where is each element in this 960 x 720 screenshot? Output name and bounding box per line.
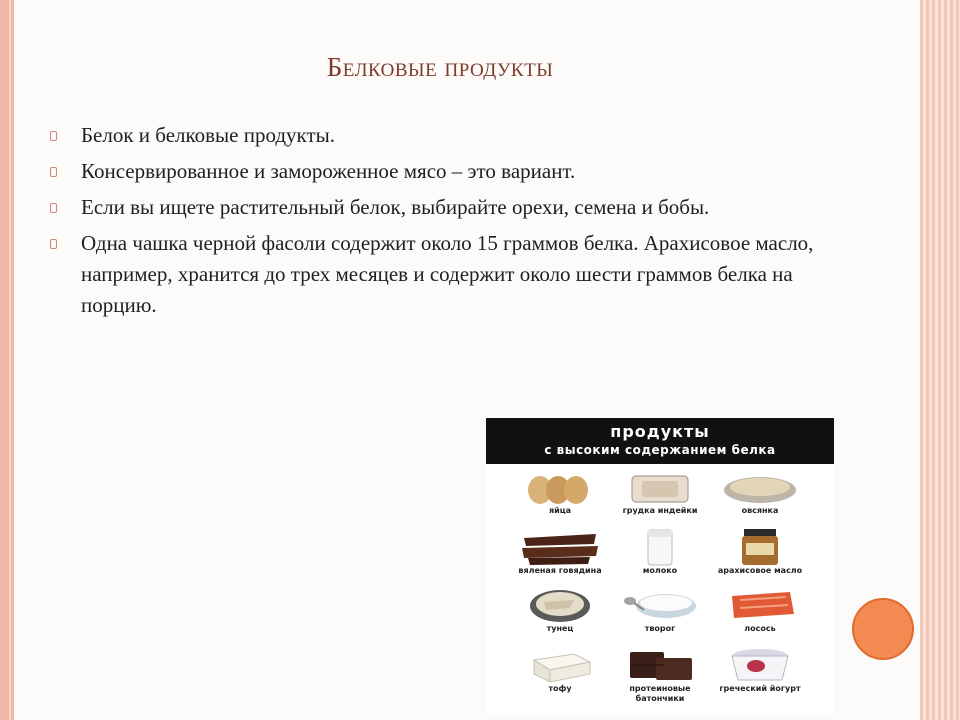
- food-label: арахисовое масло: [717, 566, 803, 575]
- eggs-icon: [510, 468, 610, 506]
- food-label: творог: [644, 624, 676, 633]
- bullet-item: [50, 192, 830, 223]
- cottage-cheese-icon: [610, 586, 710, 624]
- food-label: вяленая говядина: [518, 566, 602, 575]
- milk-icon: [610, 528, 710, 566]
- food-item-milk: [610, 528, 710, 590]
- food-item-tuna: [510, 586, 610, 648]
- bullet-item: [50, 228, 830, 321]
- bullet-text: Одна чашка черной фасоли содержит около 15 граммов белка. Арахисовое масло, например, хранится до трех месяцев и содержит около шести граммов белка на порцию.: [81, 231, 814, 317]
- poster-header: [486, 418, 834, 464]
- food-item-jerky: [510, 528, 610, 590]
- food-item-tofu: [510, 646, 610, 708]
- bullet-text: Если вы ищете растительный белок, выбирайте орехи, семена и бобы.: [81, 195, 710, 219]
- bullet-icon: [50, 239, 57, 249]
- salmon-icon: [710, 586, 810, 624]
- tofu-icon: [510, 646, 610, 684]
- food-item-oatmeal: [710, 468, 810, 530]
- peanut-butter-icon: [710, 528, 810, 566]
- bullet-item: [50, 156, 830, 187]
- protein-bar-icon: [610, 646, 710, 684]
- food-label: овсянка: [741, 506, 779, 515]
- food-item-greek-yogurt: [710, 646, 810, 708]
- bullet-text: Белок и белковые продукты.: [81, 123, 336, 147]
- food-label: тофу: [548, 684, 572, 693]
- food-label: грудка индейки: [622, 506, 698, 515]
- left-border-decoration: [0, 0, 14, 720]
- bullet-text: Консервированное и замороженное мясо – это вариант.: [81, 159, 576, 183]
- bullet-icon: [50, 203, 57, 213]
- protein-foods-poster: [486, 416, 834, 714]
- greek-yogurt-icon: [710, 646, 810, 684]
- food-item-eggs: [510, 468, 610, 530]
- oatmeal-icon: [710, 468, 810, 506]
- food-label: тунец: [546, 624, 574, 633]
- poster-subheading: с высоким содержанием белка: [544, 443, 776, 457]
- bullet-list: [50, 120, 830, 326]
- tuna-icon: [510, 586, 610, 624]
- food-item-turkey-breast: [610, 468, 710, 530]
- food-item-peanut-butter: [710, 528, 810, 590]
- food-label: греческий йогурт: [719, 684, 801, 693]
- bullet-item: [50, 120, 830, 151]
- poster-heading: продукты: [610, 422, 710, 441]
- decorative-circle: [852, 598, 914, 660]
- food-item-protein-bars: [610, 646, 710, 708]
- bullet-icon: [50, 167, 57, 177]
- food-item-salmon: [710, 586, 810, 648]
- right-border-decoration: [920, 0, 960, 720]
- food-label: лосось: [744, 624, 776, 633]
- food-item-cottage-cheese: [610, 586, 710, 648]
- food-label: яйца: [548, 506, 572, 515]
- slide-title: Белковые продукты: [326, 52, 554, 82]
- bullet-icon: [50, 131, 57, 141]
- jerky-icon: [510, 528, 610, 566]
- turkey-breast-icon: [610, 468, 710, 506]
- food-label: протеиновые батончики: [629, 684, 691, 703]
- food-label: молоко: [642, 566, 678, 575]
